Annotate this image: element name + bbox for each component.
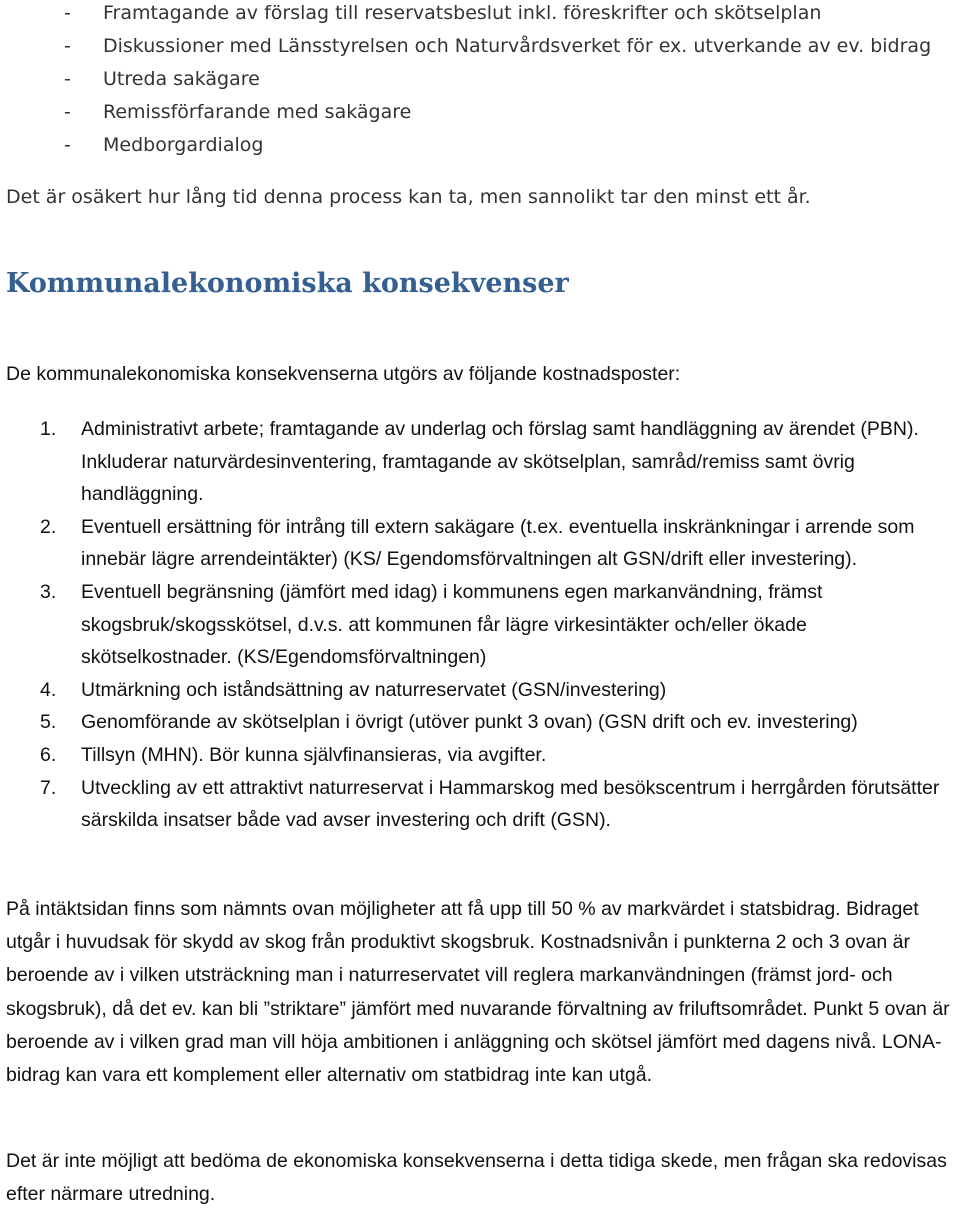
dash-marker: - (64, 2, 71, 24)
cost-item (0, 739, 960, 772)
cost-item-text: Utmärkning och iståndsättning av naturreservatet (GSN/investering) (81, 678, 667, 701)
cost-item-number: 6. (40, 743, 57, 766)
cost-item-text: Utveckling av ett attraktivt naturreservat i Hammarskog med besökscentrum i herrgården förutsätter särskilda insatser både vad avser investering och drift (GSN). (81, 776, 940, 832)
list-item-text: Remissförfarande med sakägare (103, 101, 412, 123)
income-paragraph: På intäktsidan finns som nämnts ovan möjligheter att få upp till 50 % av markvärdet i statsbidrag. Bidraget utgår i huvudsak för skydd av skog från produktivt skogsbruk. Kostnadsnivån i punkterna 2 och 3 ovan är beroende av i vilken utsträckning man i naturreservatet vill reglera markanvändningen (främst jord- och skogsbruk), då det ev. kan bli ”striktare” jämfört med nuvarande förvaltning av friluftsområdet. Punkt 5 ovan är beroende av i vilken grad man vill höja ambitionen i anläggning och skötsel jämfört med dagens nivå. LONA-bidrag kan vara ett komplement eller alternativ om statbidrag inte kan utgå. (6, 898, 950, 1087)
list-item (0, 132, 960, 165)
dash-marker: - (64, 35, 71, 57)
cost-item (0, 511, 960, 576)
closing-paragraph: Det är inte möjligt att bedöma de ekonomiska konsekvenserna i detta tidiga skede, men frågan ska redovisas efter närmare utredning. (6, 1150, 947, 1206)
cost-item-text: Genomförande av skötselplan i övrigt (utöver punkt 3 ovan) (GSN drift och ev. investering) (81, 711, 858, 734)
cost-item-text: Eventuell ersättning för intrång till extern sakägare (t.ex. eventuella inskränkningar i arrende som innebär lägre arrendeintäkter) (KS/ Egendomsförvaltningen alt GSN/drift eller investering). (81, 515, 915, 571)
cost-item-text: Administrativt arbete; framtagande av underlag och förslag samt handläggning av ärendet (PBN). Inkluderar naturvärdesinventering, framtagande av skötselplan, samråd/remiss samt övrig handläggning. (81, 418, 919, 506)
list-item-text: Framtagande av förslag till reservatsbeslut inkl. föreskrifter och skötselplan (103, 2, 822, 24)
cost-items-list (0, 413, 960, 837)
list-item-text: Utreda sakägare (103, 68, 260, 90)
cost-item-number: 4. (40, 678, 57, 701)
list-item-text: Diskussioner med Länsstyrelsen och Naturvårdsverket för ex. utverkande av ev. bidrag (103, 35, 932, 57)
cost-item-text: Tillsyn (MHN). Bör kunna självfinansieras, via avgifter. (81, 743, 547, 766)
list-item-text: Medborgardialog (103, 134, 264, 156)
list-item (0, 0, 960, 33)
list-item (0, 99, 960, 132)
process-duration-note: Det är osäkert hur lång tid denna process kan ta, men sannolikt tar den minst ett år. (6, 186, 811, 208)
cost-item-text: Eventuell begränsning (jämfört med idag) i kommunens egen markanvändning, främst skogsbruk/skogsskötsel, d.v.s. att kommunen får lägre virkesintäkter och/eller ökade skötselkostnader. (KS/Egendomsförvaltningen) (81, 580, 823, 669)
list-item (0, 33, 960, 66)
process-steps-list (0, 0, 960, 165)
cost-item (0, 413, 960, 511)
cost-intro: De kommunalekonomiska konsekvenserna utgörs av följande kostnadsposter: (6, 363, 681, 385)
cost-item-number: 7. (40, 776, 57, 799)
dash-marker: - (64, 68, 71, 90)
dash-marker: - (64, 134, 71, 156)
cost-item-number: 3. (40, 580, 57, 603)
section-heading: Kommunalekonomiska konsekvenser (6, 268, 569, 299)
dash-marker: - (64, 101, 71, 123)
cost-item (0, 772, 960, 837)
cost-item (0, 706, 960, 739)
cost-item (0, 576, 960, 674)
cost-item (0, 674, 960, 707)
cost-item-number: 2. (40, 515, 57, 538)
cost-item-number: 1. (40, 418, 57, 440)
list-item (0, 66, 960, 99)
cost-item-number: 5. (40, 711, 57, 734)
